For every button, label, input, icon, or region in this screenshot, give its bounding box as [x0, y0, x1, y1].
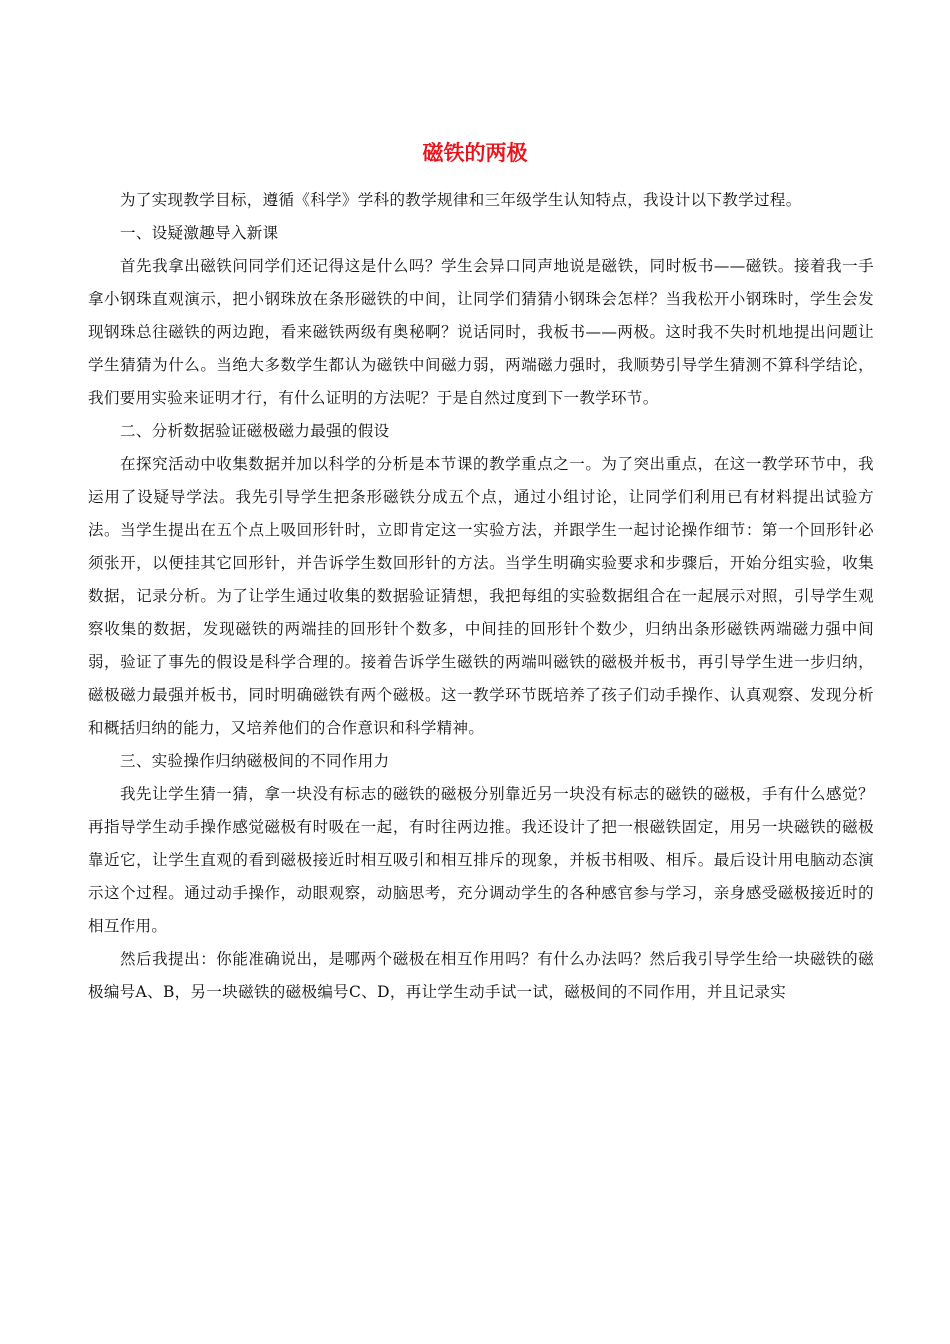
section-heading-1: 一、设疑激趣导入新课: [120, 224, 279, 242]
intro-paragraph: 为了实现教学目标，遵循《科学》学科的教学规律和三年级学生认知特点，我设计以下教学过程。: [120, 191, 802, 209]
document-title: 磁铁的两极: [422, 141, 528, 165]
section-2-paragraph: 在探究活动中收集数据并加以科学的分析是本节课的教学重点之一。为了突出重点，在这一教学环节中，我运用了设疑导学法。我先引导学生把条形磁铁分成五个点，通过小组讨论，让同学们利用已有材料提出试验方法。当学生提出在五个点上吸回形针时，立即肯定这一实验方法，并跟学生一起讨论操作细节：第一个回形针必须张开，以便挂其它回形针，并告诉学生数回形针的方法。当学生明确实验要求和步骤后，开始分组实验，收集数据，记录分析。为了让学生通过收集的数据验证猜想，我把每组的实验数据组合在一起展示对照，引导学生观察收集的数据，发现磁铁的两端挂的回形针个数多，中间挂的回形针个数少，归纳出条形磁铁两端磁力强中间弱，验证了事先的假设是科学合理的。接着告诉学生磁铁的两端叫磁铁的磁极并板书，再引导学生进一步归纳，磁极磁力最强并板书，同时明确磁铁有两个磁极。这一教学环节既培养了孩子们动手操作、认真观察、发现分析和概括归纳的能力，又培养他们的合作意识和科学精神。: [88, 455, 874, 737]
document-body: [88, 184, 874, 1009]
section-heading-3: 三、实验操作归纳磁极间的不同作用力: [120, 752, 390, 770]
section-1-paragraph: 首先我拿出磁铁问同学们还记得这是什么吗？学生会异口同声地说是磁铁，同时板书——磁铁。接着我一手拿小钢珠直观演示，把小钢珠放在条形磁铁的中间，让同学们猜猜小钢珠会怎样？当我松开小钢珠时，学生会发现钢珠总往磁铁的两边跑，看来磁铁两级有奥秘啊？说话同时，我板书——两极。这时我不失时机地提出问题让学生猜猜为什么。当绝大多数学生都认为磁铁中间磁力弱，两端磁力强时，我顺势引导学生猜测不算科学结论，我们要用实验来证明才行，有什么证明的方法呢？于是自然过度到下一教学环节。: [88, 257, 874, 407]
section-3-paragraph-1: 我先让学生猜一猜，拿一块没有标志的磁铁的磁极分别靠近另一块没有标志的磁铁的磁极，手有什么感觉？再指导学生动手操作感觉磁极有时吸在一起，有时往两边推。我还设计了把一根磁铁固定，用另一块磁铁的磁极靠近它，让学生直观的看到磁极接近时相互吸引和相互排斥的现象，并板书相吸、相斥。最后设计用电脑动态演示这个过程。通过动手操作，动眼观察，动脑思考，充分调动学生的各种感官参与学习，亲身感受磁极接近时的相互作用。: [88, 785, 874, 935]
section-3-paragraph-2: 然后我提出：你能准确说出，是哪两个磁极在相互作用吗？有什么办法吗？然后我引导学生给一块磁铁的磁极编号A、B，另一块磁铁的磁极编号C、D，再让学生动手试一试，磁极间的不同作用，并且记录实: [88, 950, 874, 1001]
section-heading-2: 二、分析数据验证磁极磁力最强的假设: [120, 422, 390, 440]
